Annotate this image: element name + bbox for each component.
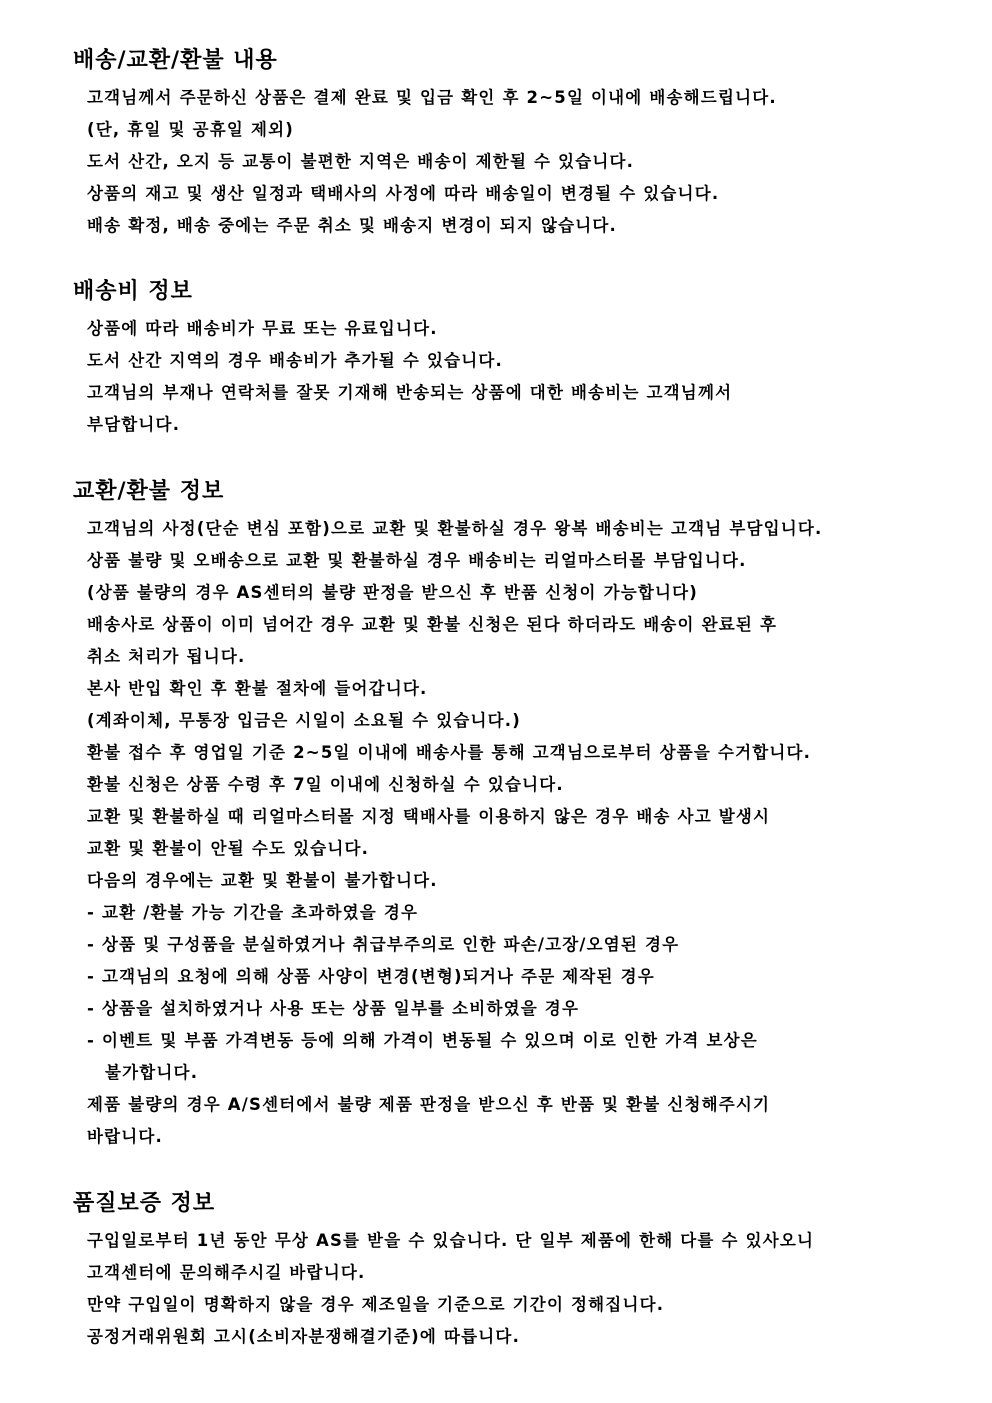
text-line: 다음의 경우에는 교환 및 환불이 불가합니다.	[87, 871, 438, 890]
text-line: 상품에 따라 배송비가 무료 또는 유료입니다.	[87, 319, 438, 338]
text-line: 취소 처리가 됩니다.	[87, 647, 246, 666]
text-line: 고객님의 부재나 연락처를 잘못 기재해 반송되는 상품에 대한 배송비는 고객님께서	[87, 383, 733, 402]
bullet-line: - 교환 /환불 가능 기간을 초과하였을 경우	[87, 903, 419, 922]
bullet-line: - 상품 및 구성품을 분실하였거나 취급부주의로 인한 파손/고장/오염된 경우	[87, 935, 680, 954]
text-line: 교환 및 환불이 안될 수도 있습니다.	[87, 839, 370, 858]
text-line: 고객님의 사정(단순 변심 포함)으로 교환 및 환불하실 경우 왕복 배송비는 고객님 부담입니다.	[87, 519, 823, 538]
text-line: 환불 신청은 상품 수령 후 7일 이내에 신청하실 수 있습니다.	[87, 775, 564, 794]
text-line: 바랍니다.	[87, 1127, 164, 1146]
text-line: 배송사로 상품이 이미 넘어간 경우 교환 및 환불 신청은 된다 하더라도 배송이 완료된 후	[87, 615, 778, 634]
section-title: 배송/교환/환불 내용	[73, 48, 278, 73]
section-title: 배송비 정보	[73, 279, 193, 304]
text-line: 고객센터에 문의해주시길 바랍니다.	[87, 1263, 366, 1282]
text-line: 교환 및 환불하실 때 리얼마스터몰 지정 택배사를 이용하지 않은 경우 배송 사고 발생시	[87, 807, 771, 826]
text-line: 부담합니다.	[87, 415, 181, 434]
section-title: 품질보증 정보	[73, 1191, 216, 1216]
text-line: (계좌이체, 무통장 입금은 시일이 소요될 수 있습니다.)	[87, 711, 522, 730]
section-title: 교환/환불 정보	[73, 479, 225, 504]
text-line: 공정거래위원회 고시(소비자분쟁해결기준)에 따릅니다.	[87, 1327, 521, 1346]
text-line: 환불 접수 후 영업일 기준 2~5일 이내에 배송사를 통해 고객님으로부터 상품을 수거합니다.	[87, 743, 812, 762]
bullet-line: - 이벤트 및 부품 가격변동 등에 의해 가격이 변동될 수 있으며 이로 인한 가격 보상은	[87, 1031, 758, 1050]
text-line: (단, 휴일 및 공휴일 제외)	[87, 120, 294, 139]
text-line: 도서 산간, 오지 등 교통이 불편한 지역은 배송이 제한될 수 있습니다.	[87, 152, 635, 171]
text-line: 제품 불량의 경우 A/S센터에서 불량 제품 판정을 받으신 후 반품 및 환불 신청해주시기	[87, 1095, 771, 1114]
text-line: 고객님께서 주문하신 상품은 결제 완료 및 입금 확인 후 2~5일 이내에 배송해드립니다.	[87, 88, 777, 107]
text-line: 상품 불량 및 오배송으로 교환 및 환불하실 경우 배송비는 리얼마스터몰 부담입니다.	[87, 551, 747, 570]
text-line: 상품의 재고 및 생산 일정과 택배사의 사정에 따라 배송일이 변경될 수 있습니다.	[87, 184, 720, 203]
bullet-line: - 고객님의 요청에 의해 상품 사양이 변경(변형)되거나 주문 제작된 경우	[87, 967, 655, 986]
text-line: 만약 구입일이 명확하지 않을 경우 제조일을 기준으로 기간이 정해집니다.	[87, 1295, 665, 1314]
text-line: (상품 불량의 경우 AS센터의 불량 판정을 받으신 후 반품 신청이 가능합니다)	[87, 583, 699, 602]
text-line: 배송 확정, 배송 중에는 주문 취소 및 배송지 변경이 되지 않습니다.	[87, 216, 617, 235]
bullet-continuation-line: 불가합니다.	[105, 1063, 199, 1082]
text-line: 도서 산간 지역의 경우 배송비가 추가될 수 있습니다.	[87, 351, 503, 370]
text-line: 구입일로부터 1년 동안 무상 AS를 받을 수 있습니다. 단 일부 제품에 한해 다를 수 있사오니	[87, 1231, 815, 1250]
text-line: 본사 반입 확인 후 환불 절차에 들어갑니다.	[87, 679, 428, 698]
bullet-line: - 상품을 설치하였거나 사용 또는 상품 일부를 소비하였을 경우	[87, 999, 580, 1018]
